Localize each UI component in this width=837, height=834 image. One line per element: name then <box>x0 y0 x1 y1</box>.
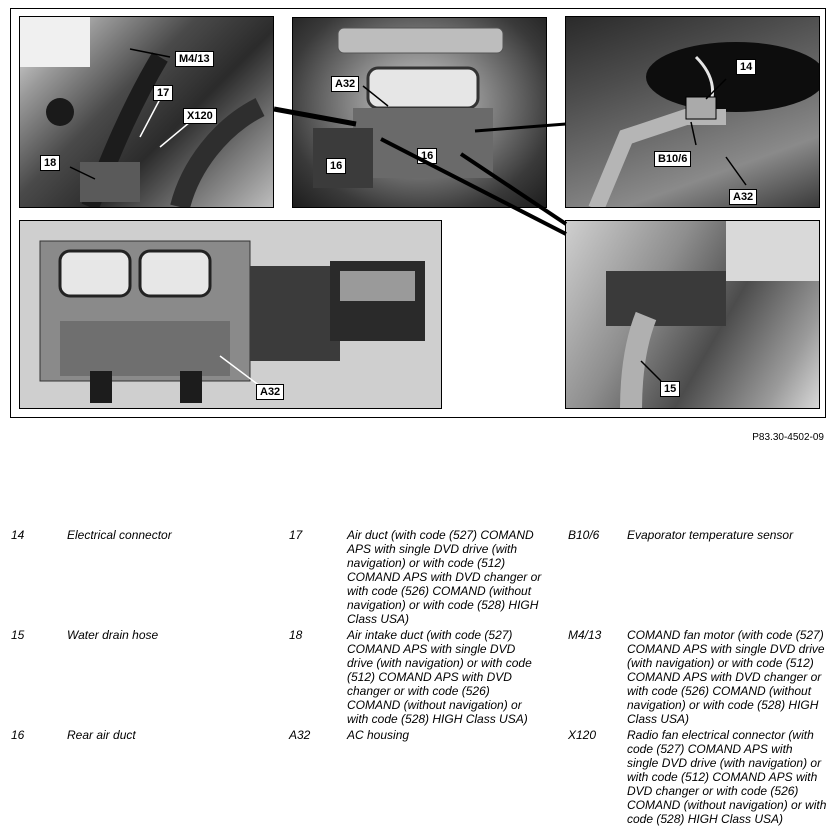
callout-14: 14 <box>736 59 756 75</box>
callout-18: 18 <box>40 155 60 171</box>
legend-description: Rear air duct <box>67 728 136 742</box>
callout-a32: A32 <box>256 384 284 400</box>
legend-description: Air intake duct (with code (527) COMAND APS with single DVD drive (with navigation) or with code (512) COMAND APS with DVD changer or with code (526) COMAND (without navigation) or with code (528) HIGH Class USA) <box>347 628 532 726</box>
legend-code: B10/6 <box>568 528 600 542</box>
callout-a32: A32 <box>729 189 757 205</box>
callout-15: 15 <box>660 381 680 397</box>
legend-description: Electrical connector <box>67 528 172 542</box>
legend-code: X120 <box>568 728 597 742</box>
figure-reference: P83.30-4502-09 <box>752 432 824 443</box>
legend-description: Evaporator temperature sensor <box>627 528 794 542</box>
callout-17: 17 <box>153 85 173 101</box>
callout-m4-13: M4/13 <box>175 51 214 67</box>
legend-code: 16 <box>11 728 25 742</box>
legend-code: 14 <box>11 528 25 542</box>
legend-code: 17 <box>289 528 303 542</box>
legend-code: M4/13 <box>568 628 602 642</box>
legend-description: Water drain hose <box>67 628 159 642</box>
legend-code: 18 <box>289 628 303 642</box>
legend-code: 15 <box>11 628 25 642</box>
callout-a32: A32 <box>331 76 359 92</box>
legend-description: Air duct (with code (527) COMAND APS with single DVD drive (with navigation) or with code (512) COMAND APS with DVD changer or with code (526) COMAND (without navigation) or with code (528) HIGH Class USA) <box>347 528 542 626</box>
callout-16: 16 <box>326 158 346 174</box>
legend-description: Radio fan electrical connector (with code (527) COMAND APS with single DVD drive (with navigation) or with code (512) COMAND APS with DVD changer or with code (526) COMAND (without navigation) or with code (528) HIGH Class USA) <box>627 728 827 826</box>
callout-x120: X120 <box>183 108 217 124</box>
legend-code: A32 <box>289 728 311 742</box>
connector-lines <box>11 9 827 419</box>
figure-frame <box>10 8 826 418</box>
callout-b10-6: B10/6 <box>654 151 691 167</box>
callout-16: 16 <box>417 148 437 164</box>
legend-description: AC housing <box>347 728 410 742</box>
legend-description: COMAND fan motor (with code (527) COMAND APS with single DVD drive (with navigation) or with code (512) COMAND APS with DVD changer or with code (526) COMAND (without navigation) or with code (528) HIGH Class USA) <box>627 628 825 726</box>
